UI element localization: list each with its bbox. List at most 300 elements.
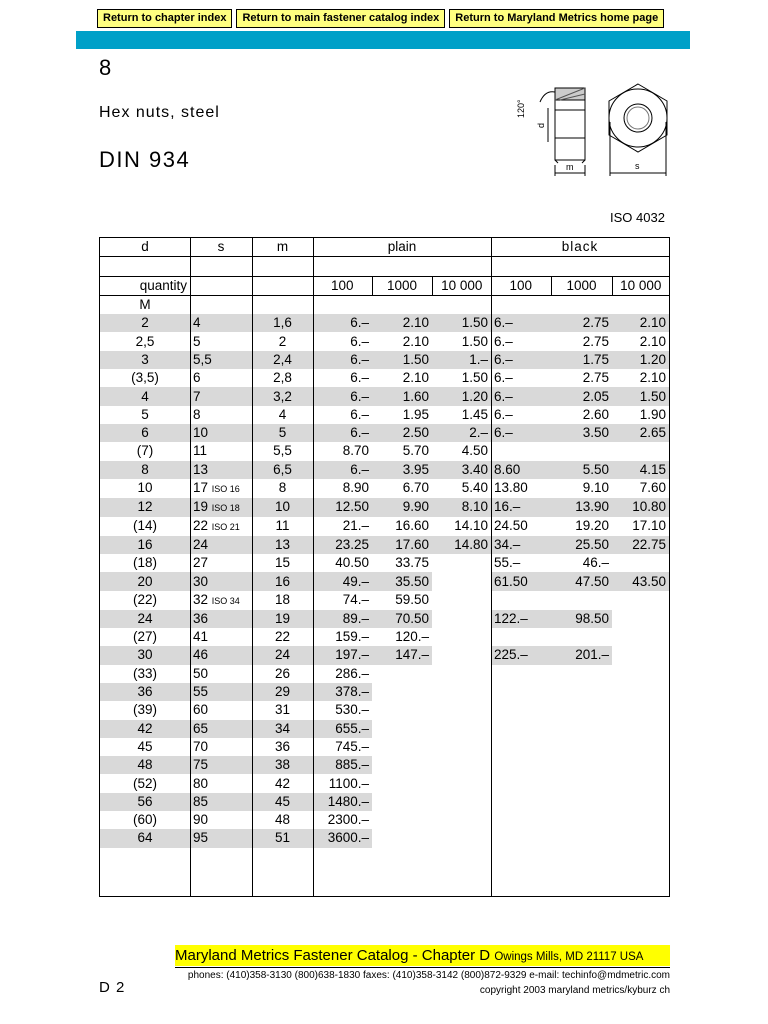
iso-size-note: ISO 34 [211,595,240,606]
cell-p10000: 3.40 [432,461,491,479]
cell-p100: 159.– [335,629,369,645]
cell-b100: 61.50 [491,572,551,590]
cell-p1000 [372,829,432,847]
cell-b10000 [612,554,669,572]
cell-s-value: 4 [193,315,201,331]
standard-title: DIN 934 [99,147,191,172]
table-row [100,351,669,369]
cell-m: 2 [278,333,287,349]
cell-b10000: 10.80 [612,498,669,517]
cell-b100 [491,442,551,460]
table-row [100,314,669,332]
cell-p10000 [432,774,491,792]
cell-m: 5 [252,424,313,442]
cell-p100: 89.– [313,610,372,628]
cell-s [190,554,252,572]
cell-b10000 [612,665,669,683]
cell-s-value: 75 [193,757,209,773]
cell-p1000: 5.70 [402,443,429,459]
cell-b10000: 1.90 [639,406,667,422]
table-row [100,610,669,628]
cell-s [190,829,252,847]
cell-m: 29 [252,683,313,701]
table-row [100,479,669,498]
cell-p10000: 5.40 [461,480,489,496]
cell-m: 31 [274,702,291,718]
cell-b100 [491,720,551,738]
cell-b100: 6.– [494,333,513,349]
cell-d: 2,5 [135,333,155,349]
cell-s-value: 19 [193,498,209,514]
cell-s [190,498,252,517]
iso-reference: ISO 4032 [610,210,665,225]
cell-b1000: 3.50 [551,424,612,442]
location: Owings Mills, MD 21117 USA [494,951,644,963]
cell-b10000 [612,738,669,756]
home-page-link[interactable]: Return to Maryland Metrics home page [449,9,664,28]
cell-b1000: 2.75 [582,370,610,386]
cell-p10000: 1.50 [432,314,491,332]
cell-m: 19 [252,610,313,628]
cell-p10000: 14.10 [454,518,489,534]
cell-p1000: 3.95 [372,461,432,479]
cell-m: 10 [252,498,313,517]
cell-s-value: 50 [193,665,209,681]
cell-p1000: 6.70 [402,480,429,496]
cell-p10000: 1.50 [461,333,489,349]
cell-p1000: 35.50 [372,572,432,590]
table-row [100,369,669,387]
cell-b100: 6.– [494,406,513,422]
table-row [100,665,669,683]
price-table-grid [100,238,669,848]
cell-p1000: 2.10 [402,370,429,386]
cell-s-value: 6 [193,370,201,386]
cell-b100: 6.– [494,370,513,386]
quantity-header: 1000 [372,276,432,295]
cell-m: 15 [274,555,291,571]
cell-s [190,811,252,829]
cell-m: 16 [252,572,313,590]
footer-banner [175,945,670,966]
cell-s [190,646,252,664]
header-bar [76,31,690,49]
cell-p10000 [432,683,491,701]
cell-b100 [491,829,551,847]
cell-b10000 [612,756,669,774]
chapter-index-link[interactable]: Return to chapter index [97,9,232,28]
cell-s [190,442,252,460]
cell-m: 3,2 [252,387,313,405]
cell-m: 4 [278,406,287,422]
d-label: d [536,122,546,128]
product-subtitle: Hex nuts, steel [99,104,220,121]
cell-s-value: 13 [193,461,209,477]
cell-b100: 6.– [491,351,551,369]
cell-b100: 13.80 [494,480,528,496]
cell-p10000: 4.50 [461,443,489,459]
cell-p10000: 8.10 [432,498,491,517]
cell-b10000 [612,628,669,646]
cell-p100: 6.– [313,314,372,332]
cell-p10000: 1.45 [461,406,489,422]
cell-s [190,701,252,719]
table-row [100,646,669,664]
cell-s [190,665,252,683]
cell-b1000 [551,829,612,847]
cell-m: 48 [274,812,291,828]
price-table [99,237,670,897]
cell-p1000: 17.60 [372,536,432,554]
cell-m: 22 [274,629,291,645]
header-s: s [190,238,252,257]
cell-m: 36 [274,738,291,754]
cell-b10000: 17.10 [632,518,667,534]
cell-b100: 122.– [491,610,551,628]
cell-d: (18) [132,555,157,571]
cell-p100: 885.– [313,756,372,774]
cell-b10000 [612,811,669,829]
hex-nut-drawing [510,80,680,180]
cell-p100: 286.– [335,665,369,681]
cell-p1000: 120.– [395,629,429,645]
angle-label: 120° [516,99,526,118]
cell-p100: 6.– [350,406,369,422]
cell-p1000: 147.– [372,646,432,664]
cell-p10000: 14.80 [432,536,491,554]
cell-b1000 [551,591,612,610]
cell-b100: 6.– [491,387,551,405]
cell-b10000 [612,793,669,811]
cell-p1000 [372,756,432,774]
cell-b10000: 1.20 [612,351,669,369]
cell-d: 30 [100,646,190,664]
cell-s-value: 85 [193,793,209,809]
cell-b1000 [551,720,612,738]
cell-p100: 8.90 [342,480,369,496]
cell-p100: 6.– [350,370,369,386]
cell-s-value: 22 [193,517,209,533]
cell-b100: 34.– [491,536,551,554]
cell-b10000: 2.10 [639,370,667,386]
cell-p1000 [372,738,432,756]
cell-d: 5 [141,406,149,422]
cell-m: 2,8 [273,370,292,386]
cell-p1000 [372,701,432,719]
cell-s-value: 60 [193,702,209,718]
cell-s-value: 27 [193,555,209,571]
cell-s [190,517,252,536]
cell-d: 56 [100,793,190,811]
catalog-index-link[interactable]: Return to main fastener catalog index [236,9,445,28]
cell-b100 [491,628,551,646]
cell-s-value: 30 [193,573,209,589]
cell-m: 38 [252,756,313,774]
header-m: m [252,238,313,257]
cell-s-value: 70 [193,738,209,754]
cell-b100: 8.60 [491,461,551,479]
cell-m: 24 [252,646,313,664]
cell-p10000: 1.20 [432,387,491,405]
cell-s-value: 55 [193,684,209,700]
cell-p100: 6.– [313,387,372,405]
cell-s-value: 32 [193,591,209,607]
cell-s [190,332,252,350]
cell-d: (22) [132,592,157,608]
cell-d: 4 [100,387,190,405]
table-row [100,591,669,610]
iso-size-note: ISO 16 [211,483,240,494]
cell-p10000: 1.– [432,351,491,369]
cell-s-value: 95 [193,830,209,846]
cell-b1000: 2.60 [582,406,610,422]
table-row [100,811,669,829]
cell-s [190,351,252,369]
cell-b1000: 2.05 [551,387,612,405]
cell-s-value: 10 [193,425,209,441]
cell-s-value: 8 [193,406,201,422]
cell-d: 20 [100,572,190,590]
table-row [100,572,669,590]
cell-p100: 23.25 [313,536,372,554]
quantity-header: 100 [313,276,372,295]
cell-m: 6,5 [252,461,313,479]
cell-d: (3,5) [131,370,159,386]
cell-d: 3 [100,351,190,369]
cell-d: 12 [100,498,190,517]
cell-b1000 [551,756,612,774]
table-row [100,756,669,774]
table-row [100,406,669,424]
cell-b100 [491,793,551,811]
cell-p10000: 2.– [432,424,491,442]
cell-p100: 6.– [313,351,372,369]
m-prefix-label: M [139,297,151,313]
cell-s [190,536,252,554]
cell-b1000 [551,701,612,719]
quantity-header: 100 [491,276,551,295]
cell-b10000: 1.50 [612,387,669,405]
cell-b1000: 25.50 [551,536,612,554]
cell-s [190,756,252,774]
cell-b100 [491,774,551,792]
cell-m: 11 [275,518,290,534]
table-row [100,774,669,792]
cell-m: 2,4 [252,351,313,369]
header-black: black [491,238,669,257]
table-row [100,554,669,572]
cell-p100: 3600.– [313,829,372,847]
cell-p1000: 2.10 [402,333,429,349]
cell-p100: 6.– [350,333,369,349]
cell-p1000 [372,665,432,683]
cell-b100 [491,756,551,774]
cell-p100: 12.50 [313,498,372,517]
cell-d: (14) [132,518,157,534]
chapter-number: 8 [99,55,112,80]
cell-b10000 [612,720,669,738]
s-label: s [635,161,640,171]
cell-s-value: 80 [193,775,209,791]
cell-b1000: 1.75 [551,351,612,369]
cell-d: 36 [100,683,190,701]
cell-d: 2 [100,314,190,332]
cell-b1000: 5.50 [551,461,612,479]
cell-p100: 8.70 [342,443,369,459]
cell-p10000 [432,811,491,829]
cell-s [190,461,252,479]
cell-s-value: 5 [193,333,201,349]
cell-b10000 [612,646,669,664]
cell-s-value: 41 [193,629,209,645]
cell-p100: 1480.– [313,793,372,811]
cell-s [190,683,252,701]
cell-m: 5,5 [273,443,292,459]
cell-b10000 [612,442,669,460]
table-row [100,442,669,460]
table-row [100,536,669,554]
cell-s [190,424,252,442]
cell-s-value: 5,5 [193,351,212,367]
cell-p1000 [372,774,432,792]
header-d: d [100,238,190,257]
cell-b10000 [612,701,669,719]
cell-d: 64 [100,829,190,847]
cell-b1000: 47.50 [551,572,612,590]
iso-size-note: ISO 21 [211,521,240,532]
cell-d: (52) [132,775,157,791]
cell-b10000: 22.75 [612,536,669,554]
cell-b10000 [612,829,669,847]
cell-d: (60) [132,812,157,828]
cell-d: (39) [132,702,157,718]
cell-s [190,479,252,498]
cell-p10000 [432,554,491,572]
cell-p10000 [432,829,491,847]
cell-b1000 [551,628,612,646]
cell-s [190,774,252,792]
cell-p100: 745.– [335,738,369,754]
table-row [100,793,669,811]
cell-p100: 197.– [313,646,372,664]
cell-m: 13 [252,536,313,554]
m-label: m [566,162,574,172]
table-row [100,517,669,536]
cell-m: 42 [274,775,291,791]
cell-s-value: 17 [193,479,209,495]
cell-p10000 [432,665,491,683]
cell-p10000 [432,628,491,646]
cell-b1000 [551,665,612,683]
cell-p1000: 2.10 [372,314,432,332]
cell-b1000 [551,774,612,792]
cell-p10000 [432,572,491,590]
cell-d: 24 [100,610,190,628]
table-row [100,424,669,442]
cell-s [190,406,252,424]
cell-b1000 [551,738,612,756]
table-row [100,628,669,646]
table-row [100,461,669,479]
cell-b100: 24.50 [494,518,528,534]
cell-p1000 [372,720,432,738]
cell-p10000 [432,738,491,756]
cell-b100: 55.– [494,555,521,571]
cell-b10000 [612,774,669,792]
footer-divider [175,967,670,968]
cell-d: 16 [100,536,190,554]
cell-b1000: 46.– [582,555,610,571]
cell-p100: 74.– [342,592,369,608]
table-row [100,332,669,350]
cell-b100 [491,738,551,756]
cell-d: (7) [136,443,154,459]
cell-p1000: 16.60 [395,518,429,534]
cell-s [190,793,252,811]
cell-b100 [491,701,551,719]
quantity-label: quantity [100,276,190,295]
cell-b10000: 2.10 [612,314,669,332]
cell-b10000 [612,683,669,701]
cell-m: 1,6 [252,314,313,332]
cell-p10000 [432,701,491,719]
cell-b1000: 19.20 [575,518,610,534]
table-row [100,498,669,517]
header-plain: plain [313,238,491,257]
quantity-header: 10 000 [612,276,669,295]
cell-b1000: 13.90 [551,498,612,517]
cell-b10000: 43.50 [612,572,669,590]
cell-s [190,369,252,387]
cell-s [190,720,252,738]
cell-b100: 6.– [491,424,551,442]
cell-b10000: 4.15 [612,461,669,479]
cell-p1000: 1.95 [402,406,429,422]
cell-b100 [491,683,551,701]
cell-b10000 [612,591,669,610]
cell-p100: 49.– [313,572,372,590]
cell-s [190,572,252,590]
cell-p1000: 1.60 [372,387,432,405]
cell-s [190,591,252,610]
cell-p10000 [432,610,491,628]
cell-s-value: 7 [193,388,201,404]
cell-p10000 [432,793,491,811]
cell-d: (33) [132,665,157,681]
cell-b100: 6.– [491,314,551,332]
cell-d: 10 [137,480,153,496]
cell-b100 [491,591,551,610]
cell-p100: 1100.– [328,775,369,791]
cell-b10000: 2.10 [639,333,667,349]
cell-p1000: 59.50 [395,592,429,608]
cell-p1000 [372,793,432,811]
cell-p1000: 9.90 [372,498,432,517]
cell-p100: 655.– [313,720,372,738]
cell-p1000 [372,683,432,701]
cell-b1000: 2.75 [582,333,610,349]
cell-s-value: 11 [193,443,208,459]
cell-p100: 530.– [335,702,369,718]
cell-p1000: 1.50 [372,351,432,369]
brand-name: Maryland Metrics [175,947,290,964]
cell-b100: 225.– [491,646,551,664]
cell-b10000 [612,610,669,628]
cell-p100: 378.– [313,683,372,701]
quantity-header: 1000 [551,276,612,295]
cell-b100 [491,811,551,829]
cell-p100: 6.– [313,424,372,442]
